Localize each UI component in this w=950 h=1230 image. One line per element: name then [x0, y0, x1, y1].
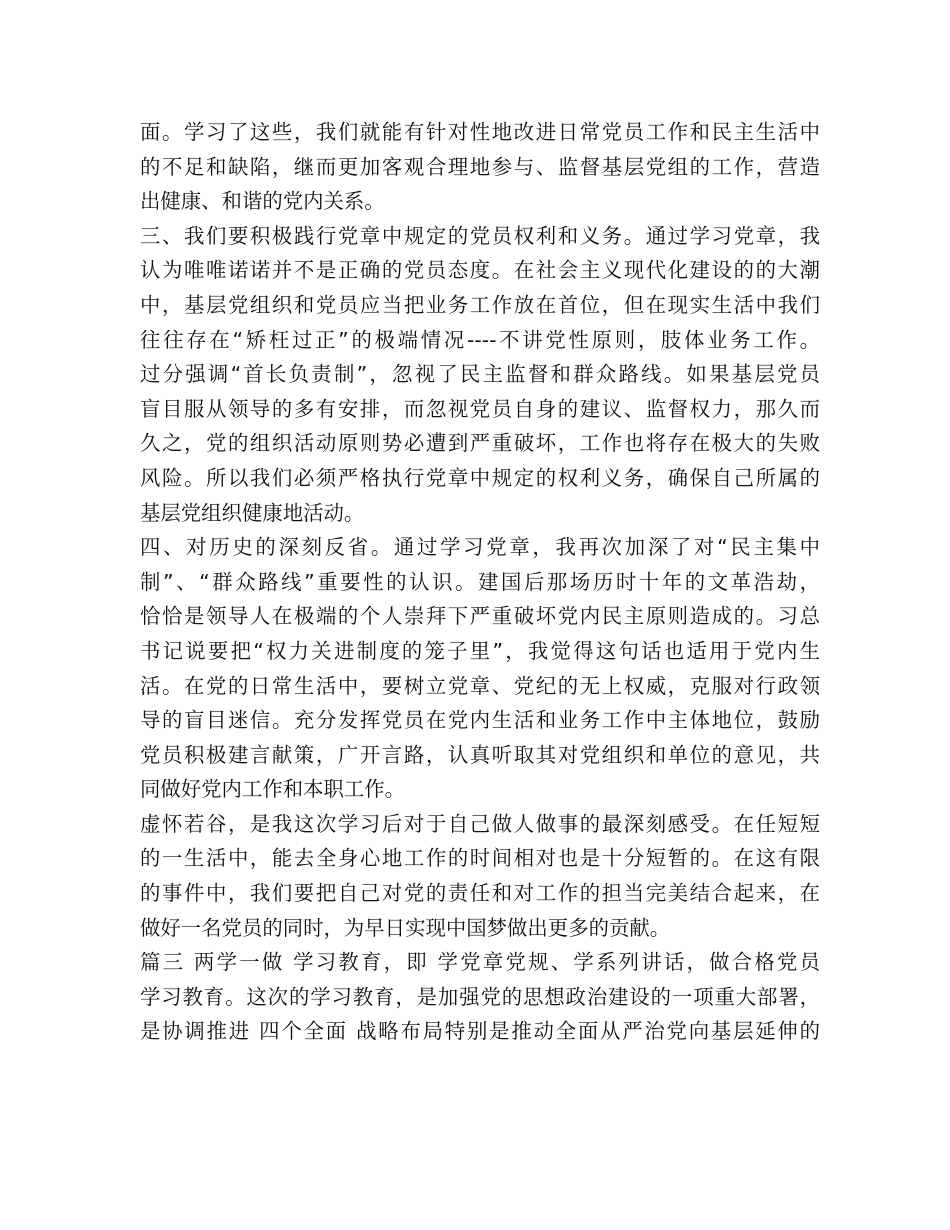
text-line: 往往存在“矫枉过正”的极端情况----不讲党性原则，肢体业务工作。	[140, 327, 820, 352]
text-line: 恰恰是领导人在极端的个人崇拜下严重破坏党内民主原则造成的。习总	[140, 604, 820, 629]
text-line: 的一生活中，能去全身心地工作的时间相对也是十分短暂的。在这有限	[140, 846, 820, 871]
text-line: 虚怀若谷，是我这次学习后对于自己做人做事的最深刻感受。在任短短	[140, 811, 820, 836]
text-line: 出健康、和谐的党内关系。	[140, 189, 385, 214]
text-line: 党员积极建言献策，广开言路，认真听取其对党组织和单位的意见，共	[140, 742, 820, 767]
text-line: 篇三 两学一做 学习教育，即 学党章党规、学系列讲话，做合格党员	[140, 950, 820, 975]
text-line: 做好一名党员的同时，为早日实现中国梦做出更多的贡献。	[140, 915, 671, 940]
text-line: 学习教育。这次的学习教育，是加强党的思想政治建设的一项重大部署，	[140, 984, 820, 1009]
text-line: 的不足和缺陷，继而更加客观合理地参与、监督基层党组的工作，营造	[140, 154, 820, 179]
text-line: 过分强调“首长负责制”，忽视了民主监督和群众路线。如果基层党员	[140, 362, 820, 387]
text-line: 认为唯唯诺诺并不是正确的党员态度。在社会主义现代化建设的的大潮	[140, 258, 820, 283]
text-line: 盲目服从领导的多有安排，而忽视党员自身的建议、监督权力，那久而	[140, 396, 820, 421]
document-page	[140, 115, 820, 1049]
text-line: 制”、“群众路线”重要性的认识。建国后那场历时十年的文革浩劫，	[140, 569, 820, 594]
text-line: 书记说要把“权力关进制度的笼子里”，我觉得这句话也适用于党内生	[140, 638, 820, 663]
text-line: 久之，党的组织活动原则势必遭到严重破坏，工作也将存在极大的失败	[140, 431, 820, 456]
text-line: 导的盲目迷信。充分发挥党员在党内生活和业务工作中主体地位，鼓励	[140, 708, 820, 733]
text-line: 是协调推进 四个全面 战略布局特别是推动全面从严治党向基层延伸的	[140, 1019, 820, 1044]
text-line: 的事件中，我们要把自己对党的责任和对工作的担当完美结合起来，在	[140, 881, 820, 906]
text-line: 四、对历史的深刻反省。通过学习党章，我再次加深了对“民主集中	[140, 535, 820, 560]
text-line: 活。在党的日常生活中，要树立党章、党纪的无上权威，克服对行政领	[140, 673, 820, 698]
text-line: 三、我们要积极践行党章中规定的党员权利和义务。通过学习党章，我	[140, 223, 820, 248]
text-line: 中，基层党组织和党员应当把业务工作放在首位，但在现实生活中我们	[140, 292, 820, 317]
text-line: 风险。所以我们必须严格执行党章中规定的权利义务，确保自己所属的	[140, 465, 820, 490]
text-line: 基层党组织健康地活动。	[140, 500, 365, 525]
text-line: 同做好党内工作和本职工作。	[140, 777, 406, 802]
text-line: 面。学习了这些，我们就能有针对性地改进日常党员工作和民主生活中	[140, 120, 820, 144]
